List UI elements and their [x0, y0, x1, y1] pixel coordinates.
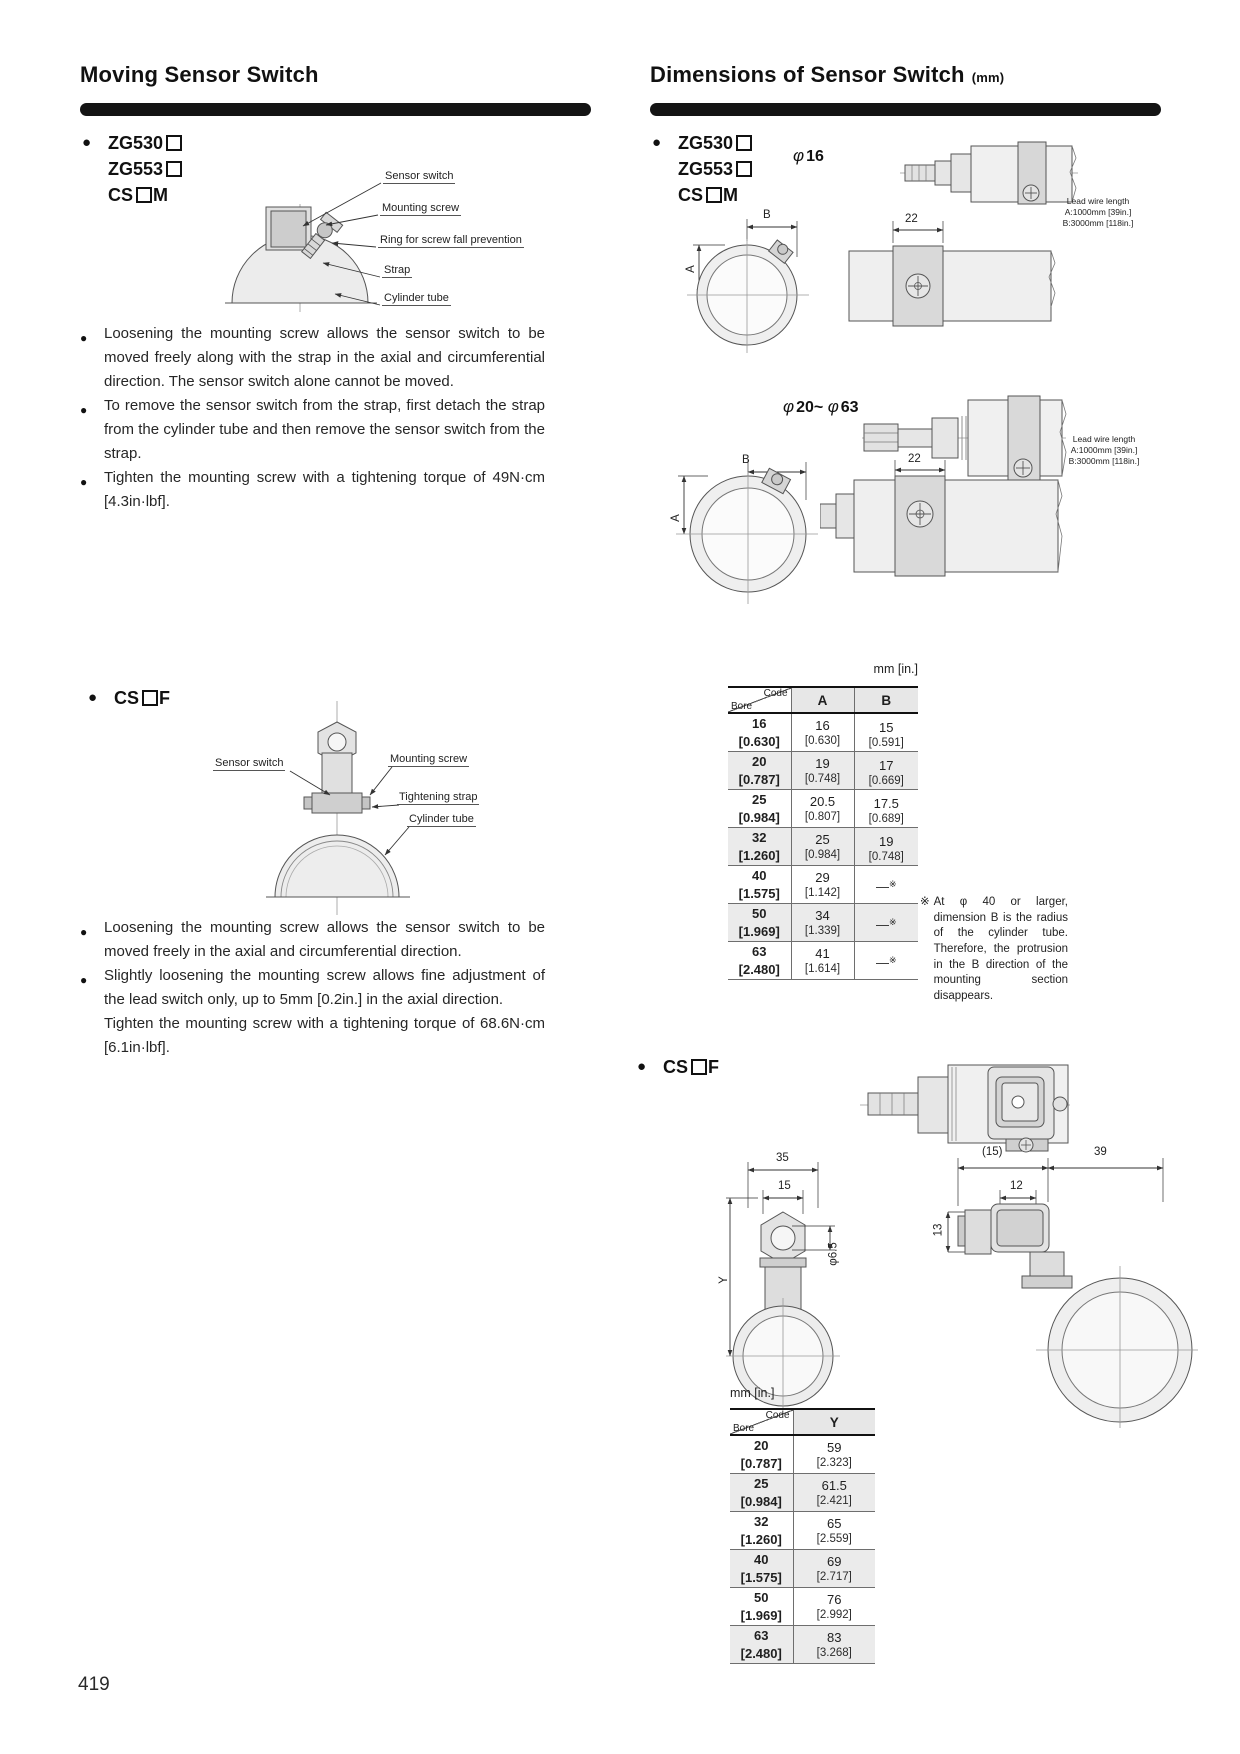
- footnote-marker: ※: [920, 896, 930, 908]
- footnote-text: At φ 40 or larger, dimension B is the radius of the cylinder tube. Therefore, the protrusion in the B direction of the mounting section disappears.: [933, 896, 1068, 1002]
- cylinder-side-view-phi2063-bottom: [820, 450, 1065, 587]
- dim-label-a-2: A: [669, 514, 682, 522]
- table-row: 16 [0.630] 16 [0.630] 15 [0.591]: [728, 713, 918, 751]
- title-bar-right: [650, 103, 1161, 116]
- table-row: 63 [2.480] 83 [3.268]: [730, 1625, 875, 1663]
- model-item: ZG553: [652, 159, 753, 185]
- column-header-a: A: [791, 687, 854, 713]
- dim-label-b-1: B: [763, 209, 771, 221]
- diagram-label-sensor-switch: Sensor switch: [215, 757, 284, 769]
- table-row: 63 [2.480] 41 [1.614] —※: [728, 941, 918, 979]
- footnote-b-dimension: [920, 895, 1068, 1004]
- dim-label-phi65: φ6.5: [827, 1242, 840, 1266]
- model-code-box: [166, 161, 182, 177]
- table-header-row: [728, 687, 918, 713]
- model-item: CS M: [108, 185, 169, 205]
- model-code-box: [691, 1059, 707, 1075]
- phi-symbol: φ: [783, 397, 795, 416]
- model-item: ZG553: [82, 159, 183, 185]
- bore-size-label-16: φ 16: [793, 146, 824, 165]
- bullet-list-csf: [80, 916, 545, 1060]
- diagram-label-sensor-switch: Sensor switch: [385, 170, 454, 182]
- csf-mounting-drawing: [180, 695, 520, 920]
- diagram-label-strap: Strap: [384, 264, 411, 276]
- csm-strap-diagram: [225, 166, 555, 318]
- dim-label-a-1: A: [684, 265, 697, 273]
- table-row: 40 [1.575] 29 [1.142] —※: [728, 865, 918, 903]
- model-list-right: [652, 133, 753, 211]
- dim-label-12: 12: [1010, 1180, 1023, 1192]
- right-section-title: Dimensions of Sensor Switch (mm): [650, 62, 1005, 87]
- model-code-box: [142, 690, 158, 706]
- unit-label-table2: mm [in.]: [730, 1386, 775, 1400]
- table-row: 32 [1.260] 25 [0.984] 19 [0.748]: [728, 827, 918, 865]
- dim-label-15: 15: [778, 1180, 791, 1192]
- table-corner-cell: Code Bore: [728, 687, 791, 713]
- table-row: 32 [1.260] 65 [2.559]: [730, 1511, 875, 1549]
- dim-label-22-2: 22: [908, 453, 921, 465]
- model-code-box: [136, 187, 152, 203]
- diagram-label-mounting-screw: Mounting screw: [382, 202, 460, 214]
- model-code-box: [736, 135, 752, 151]
- table-row: 25 [0.984] 61.5 [2.421]: [730, 1473, 875, 1511]
- dimension-table-y: [730, 1408, 875, 1664]
- table-row: 25 [0.984] 20.5 [0.807] 17.5 [0.689]: [728, 789, 918, 827]
- cylinder-front-view-phi16: [685, 205, 815, 355]
- bullet-item: ● To remove the sensor switch from the strap, first detach the strap from the cylinder tube and then remove the sensor switch from the strap.: [80, 394, 545, 466]
- lead-wire-note-1: Lead wire length A:1000mm [39in.] B:3000mm [118in.]: [1062, 196, 1134, 228]
- table-row: 50 [1.969] 76 [2.992]: [730, 1587, 875, 1625]
- diagram-label-cylinder-tube: Cylinder tube: [384, 292, 449, 304]
- dimension-table-ab: [728, 686, 918, 980]
- table-row: 20 [0.787] 59 [2.323]: [730, 1435, 875, 1473]
- column-header-y: Y: [793, 1409, 875, 1435]
- table-row: 50 [1.969] 34 [1.339] —※: [728, 903, 918, 941]
- table-row: 20 [0.787] 19 [0.748] 17 [0.669]: [728, 751, 918, 789]
- phi-symbol: φ: [827, 397, 839, 416]
- model-list-left: [82, 133, 183, 211]
- model-item-csf-right: ● CS F: [637, 1057, 1240, 1078]
- dim-label-13: 13: [932, 1223, 945, 1237]
- bullet-list-csm: [80, 322, 545, 514]
- diagram-label-mounting-screw: Mounting screw: [390, 753, 468, 765]
- diagram-label-cylinder-tube: Cylinder tube: [409, 813, 474, 825]
- model-item: ● ZG530: [652, 133, 753, 159]
- cylinder-side-view-phi16-bottom: [845, 213, 1065, 333]
- lead-wire-note-2: Lead wire length A:1000mm [39in.] B:3000mm [118in.]: [1068, 434, 1140, 466]
- csf-mounting-diagram: [180, 695, 520, 920]
- bore-size-label-20-63: φ 20~ φ 63: [783, 397, 859, 416]
- model-item: CS M: [678, 185, 739, 205]
- bullet-item: ● Loosening the mounting screw allows the sensor switch to be moved freely along with the strap in the axial and circumferential direction. The sensor switch alone cannot be moved.: [80, 322, 545, 394]
- phi-symbol: φ: [793, 146, 805, 165]
- diagram-label-ring: Ring for screw fall prevention: [380, 234, 522, 246]
- bullet-item: ● Loosening the mounting screw allows the sensor switch to be moved freely in the axial and circumferential direction.: [80, 916, 545, 964]
- bullet-item: ● Slightly loosening the mounting screw allows fine adjustment of the lead switch only, up to 5mm [0.2in.] in the axial direction.: [80, 964, 545, 1012]
- left-section-title: Moving Sensor Switch: [80, 62, 319, 87]
- dim-label-39: 39: [1094, 1146, 1107, 1158]
- model-code-box: [706, 187, 722, 203]
- bullet-item: ● Tighten the mounting screw with a tightening torque of 49N·cm [4.3in·lbf].: [80, 466, 545, 514]
- table-header-row: [730, 1409, 875, 1435]
- dim-label-b-2: B: [742, 454, 750, 466]
- model-code-box: [166, 135, 182, 151]
- cylinder-front-view-phi2063: [669, 452, 822, 607]
- model-item-csf-left: ● CS F: [88, 688, 1240, 709]
- model-item: ● ZG530: [82, 133, 183, 159]
- unit-label-table1: mm [in.]: [873, 662, 918, 676]
- dim-label-15-paren: (15): [982, 1146, 1003, 1158]
- table-corner-cell: Code Bore: [730, 1409, 793, 1435]
- model-code-box: [736, 161, 752, 177]
- csf-side-view: [930, 1140, 1200, 1432]
- dim-label-35: 35: [776, 1152, 789, 1164]
- table-row: 40 [1.575] 69 [2.717]: [730, 1549, 875, 1587]
- unit-mm: (mm): [971, 70, 1005, 85]
- diagram-label-tightening-strap: Tightening strap: [399, 791, 478, 803]
- column-header-b: B: [854, 687, 918, 713]
- dim-label-22-1: 22: [905, 213, 918, 225]
- bullet-continuation: Tighten the mounting screw with a tightening torque of 68.6N·cm [6.1in·lbf].: [104, 1015, 545, 1056]
- page-number: 419: [78, 1674, 110, 1695]
- title-bar-left: [80, 103, 591, 116]
- dim-label-y: Y: [717, 1276, 730, 1284]
